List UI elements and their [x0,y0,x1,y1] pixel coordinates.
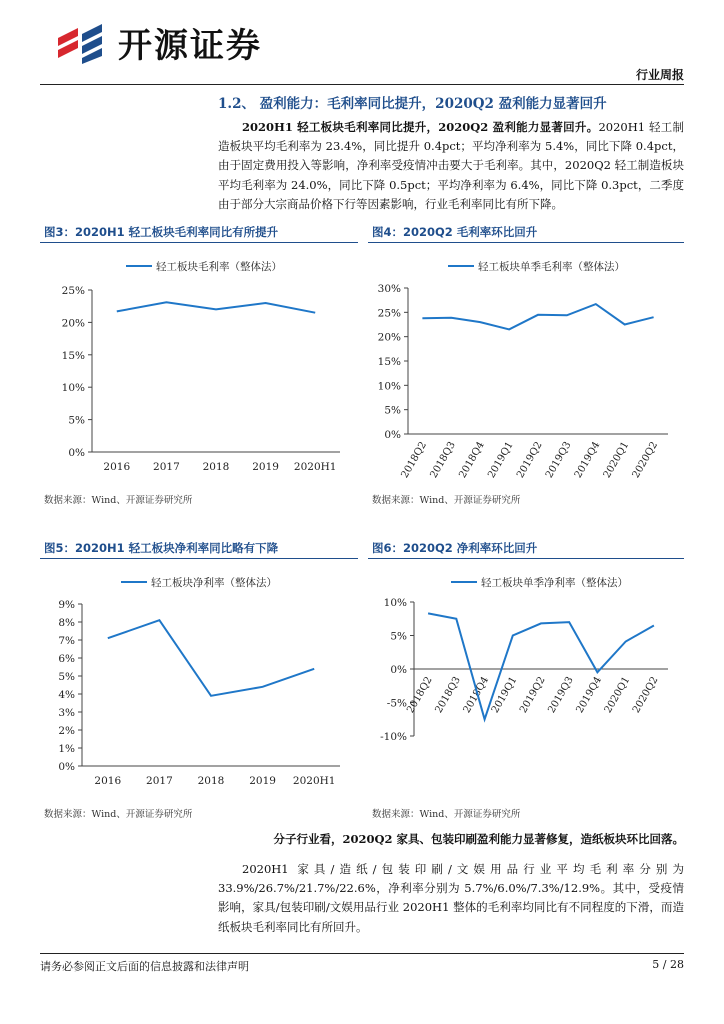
brand-name: 开源证券 [118,26,262,66]
y-tick-label: 20% [61,317,85,330]
legend-label: 轻工板块单季毛利率（整体法） [478,261,625,273]
subsector-paragraph [218,860,684,937]
y-tick-label: 5% [58,671,75,683]
y-tick-label: 1% [58,743,75,755]
y-tick-label: 5% [68,414,85,427]
y-tick-label: 15% [377,356,401,368]
y-tick-label: 20% [377,331,401,344]
x-tick-label: 2019Q4 [572,440,603,481]
y-tick-label: 25% [377,307,401,320]
y-tick-label: -5% [386,697,407,710]
y-tick-label: 2% [58,725,75,737]
y-tick-label: 5% [390,630,407,643]
y-tick-label: 10% [377,380,401,393]
y-tick-label: 0% [384,429,401,441]
figure-4-title: 图4：2020Q2 毛利率环比回升 [372,225,538,239]
y-tick-label: 7% [58,635,75,647]
figure-5-source: 数据来源：Wind、开源证券研究所 [44,809,193,820]
figure-5-rule [40,558,358,559]
x-tick-label: 2019 [249,775,276,787]
chart-net-margin-quarterly [368,562,684,794]
chart-gross-margin-quarterly [368,246,684,484]
x-tick-label: 2016 [94,775,122,787]
series-line [108,620,314,696]
x-tick-label: 2020Q2 [630,675,661,716]
figure-6-source: 数据来源：Wind、开源证券研究所 [372,809,521,820]
chart-legend [451,576,628,589]
legend-label: 轻工板块毛利率（整体法） [156,261,282,273]
x-tick-label: 2020Q2 [630,440,661,481]
x-tick-label: 2017 [146,775,173,787]
figure-3-source: 数据来源：Wind、开源证券研究所 [44,495,193,506]
series-line [422,304,653,329]
x-tick-label: 2020Q1 [602,675,633,716]
x-tick-label: 2018Q4 [457,440,487,481]
chart-legend [121,576,277,589]
x-tick-label: 2018Q4 [461,675,492,716]
series-line [117,302,315,312]
page-number: 5 / 28 [652,958,684,971]
y-tick-label: 5% [384,404,401,417]
figure-5-title: 图5：2020H1 轻工板块净利率同比略有下降 [44,541,279,555]
section-title: 1.2、 盈利能力：毛利率同比提升，2020Q2 盈利能力显著回升 [218,96,607,112]
y-tick-label: 9% [58,599,75,611]
chart-net-margin-annual [40,562,358,794]
y-tick-label: 0% [58,761,75,773]
x-tick-label: 2019 [252,461,279,473]
figure-4-rule [368,242,684,243]
x-tick-label: 2019Q2 [518,675,548,716]
subsector-lead: 分子行业看，2020Q2 家具、包装印刷盈利能力显著修复，造纸板块环比回落。 [273,832,684,846]
figure-6-rule [368,558,684,559]
x-tick-label: 2016 [103,461,131,473]
figure-3-title: 图3：2020H1 轻工板块毛利率同比有所提升 [44,225,279,239]
x-tick-label: 2019Q1 [489,675,520,716]
report-type-label: 行业周报 [635,68,684,82]
x-tick-label: 2018 [202,461,230,473]
x-tick-label: 2019Q3 [543,440,574,481]
legend-label: 轻工板块单季净利率（整体法） [481,577,628,589]
x-tick-label: 2019Q2 [515,440,545,481]
y-tick-label: 0% [390,664,407,676]
footer-divider [40,953,684,954]
y-tick-label: 3% [58,707,75,719]
y-tick-label: 30% [377,283,401,295]
subsector-body: 2020H1 家具/造纸/包装印刷/文娱用品行业平均毛利率分别为 33.9%/26.7%/21.7%/22.6%，净利率分别为 5.7%/6.0%/7.3%/12.9%。其中，受疫情影响，家具/包装印刷/文娱用品行业 2020H1 整体的毛利率均同比有不同程度的下滑，而造纸板块毛利率同比有所回升。 [218,862,684,934]
intro-lead: 2020H1 轻工板块毛利率同比提升，2020Q2 盈利能力显著回升。 [242,120,599,134]
x-tick-label: 2019Q4 [574,675,605,716]
x-tick-label: 2019Q3 [546,675,576,716]
x-tick-label: 2018Q3 [433,675,463,716]
y-tick-label: 6% [58,653,75,665]
y-tick-label: 25% [61,285,85,297]
y-tick-label: -10% [380,731,407,743]
x-tick-label: 2020H1 [292,775,336,787]
x-tick-label: 2020H1 [293,461,337,473]
figure-3-rule [40,242,358,243]
intro-body: 2020H1 轻工制造板块平均毛利率为 23.4%，同比提升 0.4pct；平均净利率为 5.4%，同比下降 0.4pct，由于固定费用投入等影响，净利率受疫情冲击要大于毛利率。其中，2020Q2 轻工制造板块平均毛利率为 24.0%，同比下降 0.5pct；平均净利率为 6.4%，同比下降 0.3pct，二季度由于部分大宗商品价格下行等因素影响，行业毛利率同比有所下降。 [218,120,684,211]
x-tick-label: 2018Q3 [428,440,458,481]
intro-paragraph [218,118,684,214]
figure-6-title: 图6：2020Q2 净利率环比回升 [372,541,538,555]
y-tick-label: 4% [58,689,75,701]
header-divider [40,84,684,85]
y-tick-label: 8% [58,617,75,629]
y-tick-label: 0% [68,447,85,459]
x-tick-label: 2018Q2 [399,440,430,481]
brand-logo-icon [52,20,108,64]
x-tick-label: 2019Q1 [486,440,516,481]
x-tick-label: 2018 [197,775,225,787]
x-tick-label: 2017 [153,461,180,473]
chart-legend [126,260,282,273]
footer-disclaimer: 请务必参阅正文后面的信息披露和法律声明 [40,960,249,973]
series-line [428,613,654,719]
y-tick-label: 10% [383,597,407,609]
y-tick-label: 15% [61,349,85,362]
x-tick-label: 2020Q1 [601,440,632,481]
x-tick-label: 2018Q2 [405,675,435,716]
chart-gross-margin-annual [40,246,358,484]
legend-label: 轻工板块净利率（整体法） [151,577,277,589]
chart-legend [448,260,625,273]
figure-4-source: 数据来源：Wind、开源证券研究所 [372,495,521,506]
y-tick-label: 10% [61,382,85,395]
